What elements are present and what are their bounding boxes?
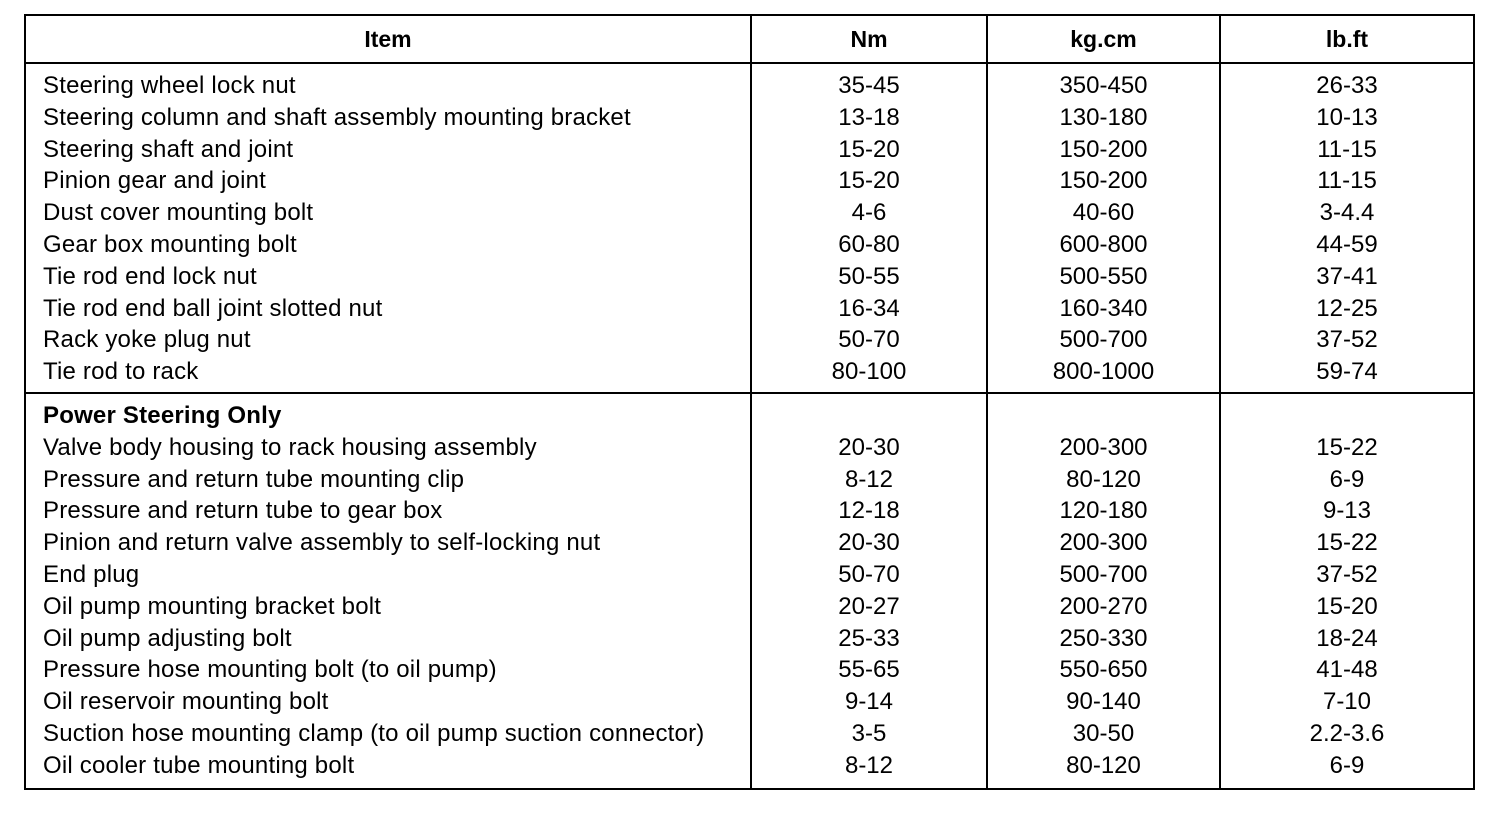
lbft-cell: 44-59 — [1220, 229, 1474, 261]
torque-spec-table — [24, 14, 1475, 790]
table-row — [25, 229, 1474, 261]
item-cell: Pressure hose mounting bolt (to oil pump) — [25, 654, 751, 686]
lbft-cell: 37-52 — [1220, 559, 1474, 591]
nm-cell: 50-70 — [751, 324, 987, 356]
lbft-cell: 12-25 — [1220, 293, 1474, 325]
item-cell: Pressure and return tube to gear box — [25, 495, 751, 527]
nm-cell: 20-30 — [751, 527, 987, 559]
kgcm-cell: 150-200 — [987, 165, 1220, 197]
power-steering-section — [25, 393, 1474, 789]
table-row — [25, 432, 1474, 464]
item-cell: Dust cover mounting bolt — [25, 197, 751, 229]
item-cell: Tie rod end ball joint slotted nut — [25, 293, 751, 325]
item-cell: Oil reservoir mounting bolt — [25, 686, 751, 718]
nm-cell: 50-70 — [751, 559, 987, 591]
kgcm-cell: 550-650 — [987, 654, 1220, 686]
nm-cell: 20-30 — [751, 432, 987, 464]
item-cell: Steering column and shaft assembly mounting bracket — [25, 102, 751, 134]
nm-cell: 25-33 — [751, 623, 987, 655]
kgcm-cell: 90-140 — [987, 686, 1220, 718]
nm-cell: 3-5 — [751, 718, 987, 750]
lbft-cell: 2.2-3.6 — [1220, 718, 1474, 750]
table-row — [25, 134, 1474, 166]
nm-cell: 13-18 — [751, 102, 987, 134]
table-header — [25, 15, 1474, 63]
nm-cell: 12-18 — [751, 495, 987, 527]
nm-cell: 4-6 — [751, 197, 987, 229]
kgcm-cell: 150-200 — [987, 134, 1220, 166]
kgcm-cell: 30-50 — [987, 718, 1220, 750]
lbft-cell: 15-20 — [1220, 591, 1474, 623]
kgcm-cell: 120-180 — [987, 495, 1220, 527]
item-cell: Oil pump mounting bracket bolt — [25, 591, 751, 623]
table-row — [25, 527, 1474, 559]
nm-cell: 16-34 — [751, 293, 987, 325]
nm-cell: 60-80 — [751, 229, 987, 261]
nm-cell: 8-12 — [751, 464, 987, 496]
kgcm-cell: 80-120 — [987, 464, 1220, 496]
lbft-cell: 15-22 — [1220, 527, 1474, 559]
general-section — [25, 63, 1474, 393]
header-nm: Nm — [751, 15, 987, 63]
item-cell: Oil pump adjusting bolt — [25, 623, 751, 655]
kgcm-cell: 200-300 — [987, 432, 1220, 464]
lbft-cell: 6-9 — [1220, 750, 1474, 789]
table-row — [25, 102, 1474, 134]
table-row — [25, 261, 1474, 293]
kgcm-cell: 80-120 — [987, 750, 1220, 789]
table-row — [25, 63, 1474, 102]
table-row — [25, 623, 1474, 655]
table-row — [25, 165, 1474, 197]
table-row — [25, 654, 1474, 686]
header-row — [25, 15, 1474, 63]
lbft-cell: 7-10 — [1220, 686, 1474, 718]
item-cell: Suction hose mounting clamp (to oil pump suction connector) — [25, 718, 751, 750]
kgcm-cell: 600-800 — [987, 229, 1220, 261]
table-row — [25, 591, 1474, 623]
lbft-cell: 11-15 — [1220, 134, 1474, 166]
nm-cell: 15-20 — [751, 134, 987, 166]
lbft-cell: 26-33 — [1220, 63, 1474, 102]
lbft-cell: 15-22 — [1220, 432, 1474, 464]
nm-cell: 50-55 — [751, 261, 987, 293]
table-row — [25, 495, 1474, 527]
kgcm-cell: 130-180 — [987, 102, 1220, 134]
lbft-cell: 37-41 — [1220, 261, 1474, 293]
table-row — [25, 464, 1474, 496]
item-cell: Pinion gear and joint — [25, 165, 751, 197]
item-cell: Pinion and return valve assembly to self-locking nut — [25, 527, 751, 559]
table-row — [25, 293, 1474, 325]
lbft-cell: 3-4.4 — [1220, 197, 1474, 229]
nm-cell: 35-45 — [751, 63, 987, 102]
kgcm-cell: 200-270 — [987, 591, 1220, 623]
lbft-cell: 10-13 — [1220, 102, 1474, 134]
table-row — [25, 750, 1474, 789]
kgcm-cell: 40-60 — [987, 197, 1220, 229]
nm-cell: 15-20 — [751, 165, 987, 197]
lbft-cell: 59-74 — [1220, 356, 1474, 393]
section-title-row — [25, 393, 1474, 432]
kgcm-cell: 160-340 — [987, 293, 1220, 325]
table-row — [25, 356, 1474, 393]
kgcm-cell: 200-300 — [987, 527, 1220, 559]
item-cell: Tie rod to rack — [25, 356, 751, 393]
nm-cell: 55-65 — [751, 654, 987, 686]
item-cell: Rack yoke plug nut — [25, 324, 751, 356]
kgcm-cell: 500-550 — [987, 261, 1220, 293]
kgcm-cell: 500-700 — [987, 324, 1220, 356]
item-cell: Steering wheel lock nut — [25, 63, 751, 102]
nm-cell: 80-100 — [751, 356, 987, 393]
table-row — [25, 718, 1474, 750]
kgcm-cell: 350-450 — [987, 63, 1220, 102]
table-row — [25, 686, 1474, 718]
header-kgcm: kg.cm — [987, 15, 1220, 63]
section-title: Power Steering Only — [25, 393, 751, 432]
nm-cell: 8-12 — [751, 750, 987, 789]
table-row — [25, 324, 1474, 356]
item-cell: Steering shaft and joint — [25, 134, 751, 166]
kgcm-cell: 250-330 — [987, 623, 1220, 655]
item-cell: Tie rod end lock nut — [25, 261, 751, 293]
item-cell: Oil cooler tube mounting bolt — [25, 750, 751, 789]
item-cell: End plug — [25, 559, 751, 591]
nm-cell: 20-27 — [751, 591, 987, 623]
kgcm-cell: 500-700 — [987, 559, 1220, 591]
item-cell: Valve body housing to rack housing assembly — [25, 432, 751, 464]
header-lbft: lb.ft — [1220, 15, 1474, 63]
table-row — [25, 197, 1474, 229]
kgcm-cell: 800-1000 — [987, 356, 1220, 393]
lbft-cell: 9-13 — [1220, 495, 1474, 527]
lbft-cell: 41-48 — [1220, 654, 1474, 686]
header-item: Item — [25, 15, 751, 63]
nm-cell: 9-14 — [751, 686, 987, 718]
item-cell: Pressure and return tube mounting clip — [25, 464, 751, 496]
lbft-cell: 18-24 — [1220, 623, 1474, 655]
table-row — [25, 559, 1474, 591]
lbft-cell: 37-52 — [1220, 324, 1474, 356]
lbft-cell: 6-9 — [1220, 464, 1474, 496]
lbft-cell: 11-15 — [1220, 165, 1474, 197]
item-cell: Gear box mounting bolt — [25, 229, 751, 261]
